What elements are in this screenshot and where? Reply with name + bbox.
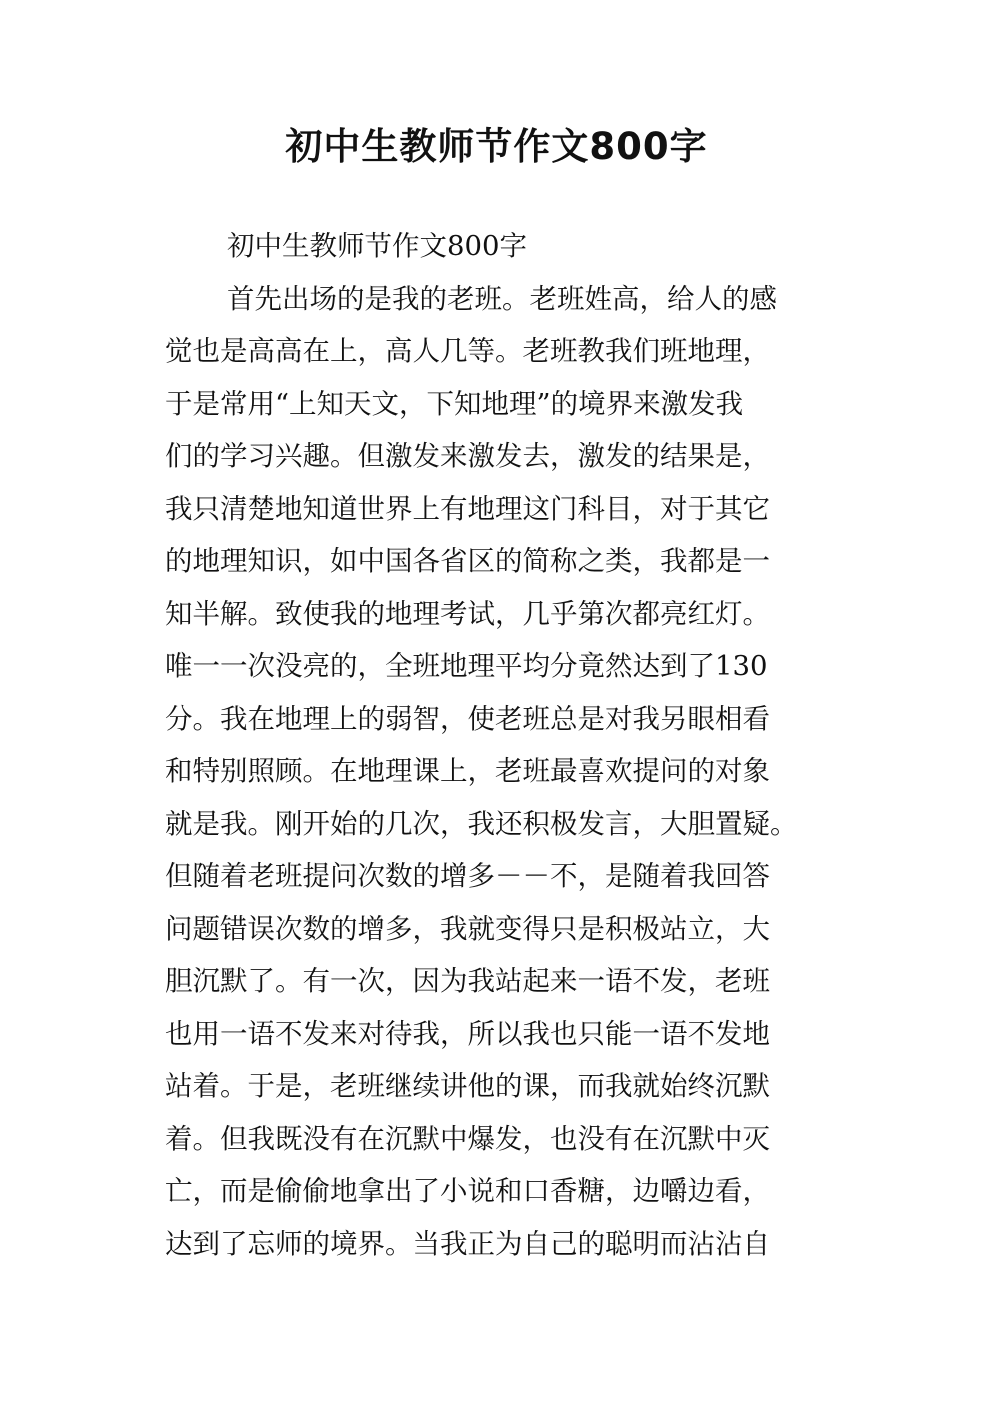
document-body — [165, 220, 845, 1270]
paragraph-line: 问题错误次数的增多，我就变得只是积极站立，大 — [165, 912, 770, 945]
paragraph-line: 我只清楚地知道世界上有地理这门科目，对于其它 — [165, 492, 770, 525]
paragraph-line: 觉也是高高在上，高人几等。老班教我们班地理， — [165, 335, 770, 367]
paragraph-line: 唯一一次没亮的，全班地理平均分竟然达到了130 — [165, 650, 768, 682]
paragraph-line: 亡，而是偷偷地拿出了小说和口香糖，边嚼边看， — [165, 1175, 770, 1207]
paragraph-line: 就是我。刚开始的几次，我还积极发言，大胆置疑。 — [165, 807, 798, 840]
paragraph-line: 站着。于是，老班继续讲他的课，而我就始终沉默 — [165, 1070, 770, 1102]
paragraph-line: 分。我在地理上的弱智，使老班总是对我另眼相看 — [165, 702, 770, 735]
paragraph-line: 的地理知识，如中国各省区的简称之类，我都是一 — [165, 545, 770, 577]
paragraph-line: 知半解。致使我的地理考试，几乎第次都亮红灯。 — [165, 597, 770, 630]
paragraph-line: 们的学习兴趣。但激发来激发去，激发的结果是， — [165, 440, 770, 472]
subtitle-line: 初中生教师节作文800字 — [227, 230, 527, 262]
paragraph-line: 胆沉默了。有一次，因为我站起来一语不发，老班 — [165, 965, 770, 997]
paragraph-line: 着。但我既没有在沉默中爆发，也没有在沉默中灭 — [165, 1122, 770, 1155]
paragraph-line: 和特别照顾。在地理课上，老班最喜欢提问的对象 — [165, 755, 770, 787]
paragraph-line: 但随着老班提问次数的增多－－不，是随着我回答 — [165, 860, 770, 892]
paragraph-line: 首先出场的是我的老班。老班姓高，给人的感 — [227, 282, 777, 315]
document-title: 初中生教师节作文800字 — [285, 125, 708, 168]
paragraph-line: 达到了忘师的境界。当我正为自己的聪明而沾沾自 — [165, 1227, 770, 1260]
paragraph-line: 也用一语不发来对待我，所以我也只能一语不发地 — [165, 1017, 770, 1050]
paragraph-line: 于是常用“上知天文，下知地理”的境界来激发我 — [165, 387, 744, 420]
